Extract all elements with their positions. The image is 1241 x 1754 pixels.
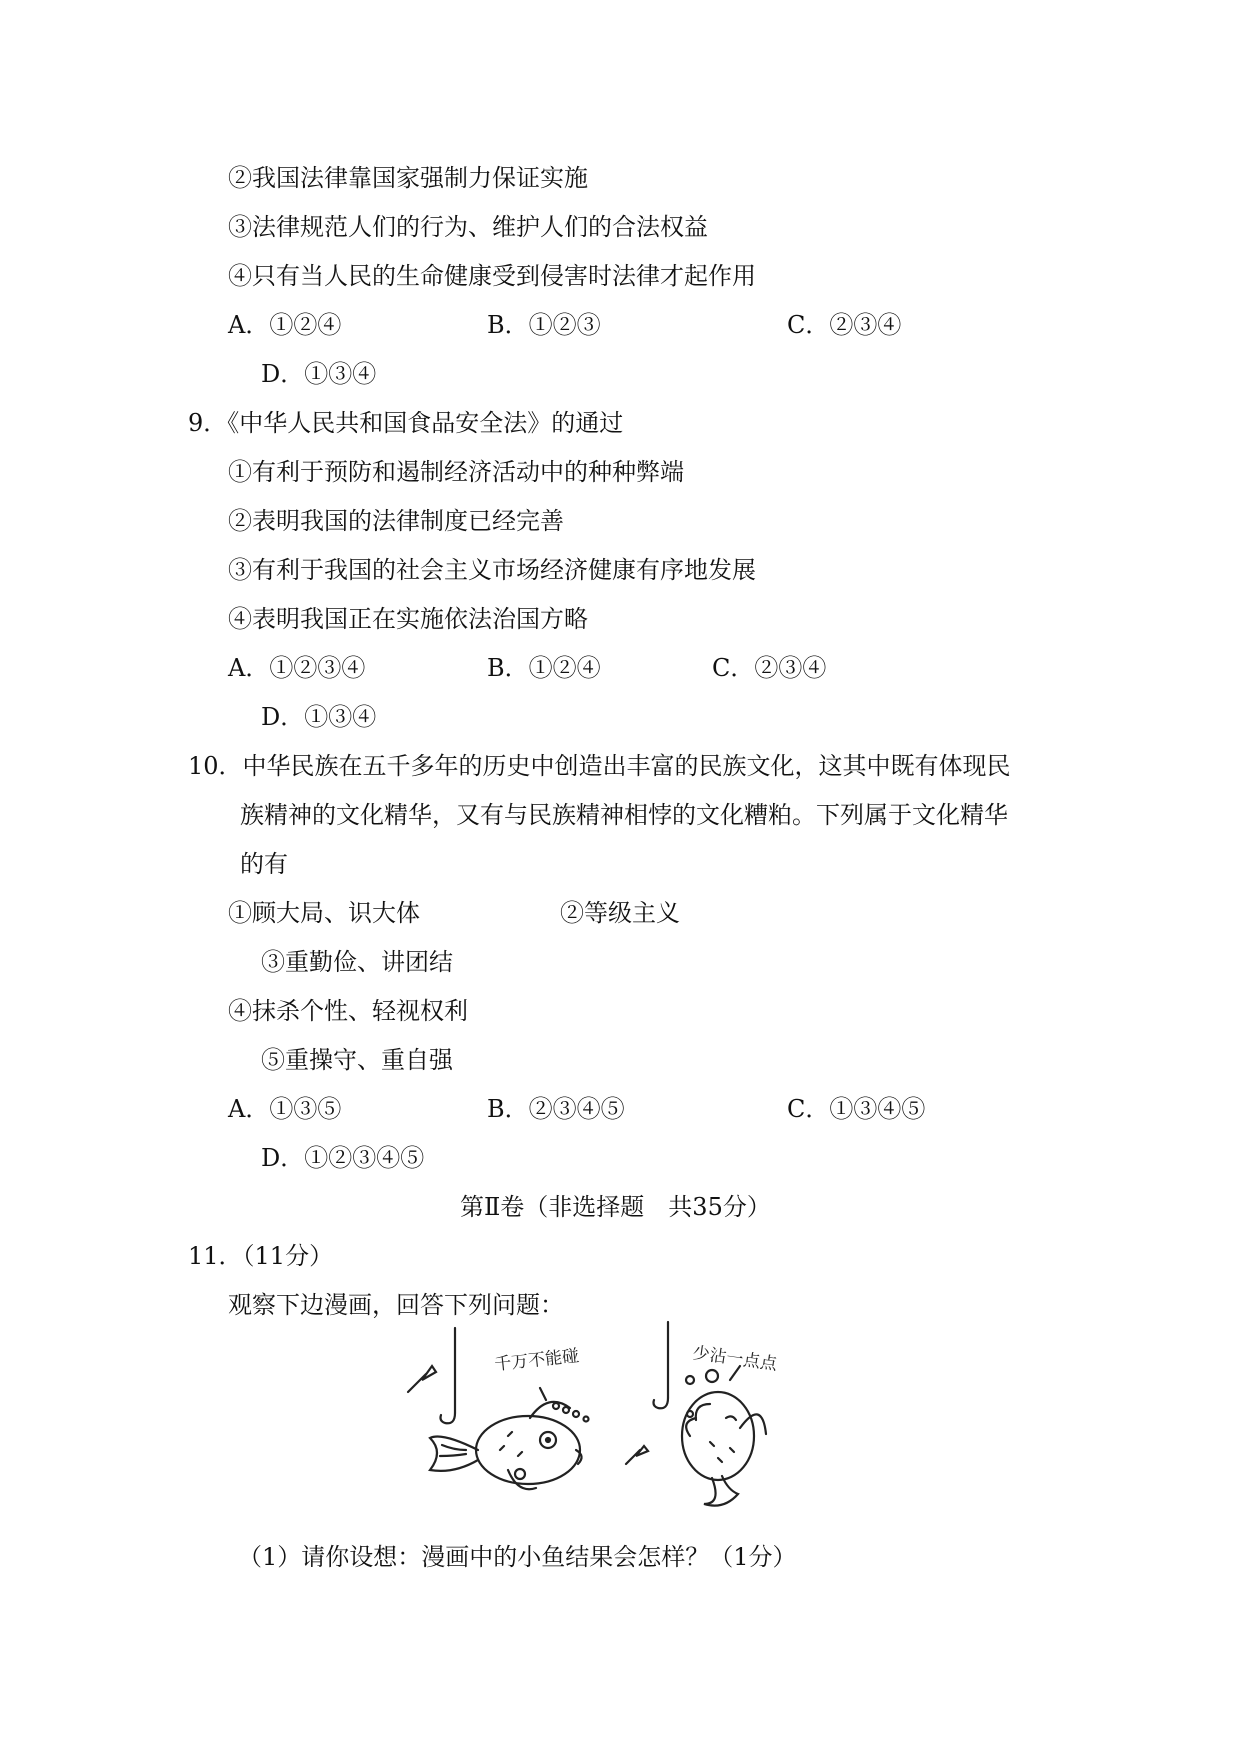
q11-number: 11．（11分） [188,1242,334,1270]
q8-choice-b: B．①②③ [487,311,601,339]
q9-choice-d: D．①③④ [261,703,377,731]
q8-choice-d: D．①③④ [261,360,377,388]
q11-sub-question-1: （1）请你设想：漫画中的小鱼结果会怎样？（1分） [238,1543,797,1571]
q10-choice-d: D．①②③④⑤ [261,1144,425,1172]
q9-option-4: ④表明我国正在实施依法治国方略 [228,605,588,633]
q10-stem-line-3: 的有 [240,850,288,878]
q8-option-4: ④只有当人民的生命健康受到侵害时法律才起作用 [228,262,756,290]
q10-stem-line-2: 族精神的文化精华，又有与民族精神相悖的文化糟粕。下列属于文化精华 [240,801,1008,829]
q10-choice-c: C．①③④⑤ [787,1095,926,1123]
section-2-heading: 第Ⅱ卷（非选择题 共35分） [460,1193,771,1221]
q10-option-5: ⑤重操守、重自强 [261,1046,453,1074]
q10-option-2: ②等级主义 [560,899,680,927]
q8-choice-c: C．②③④ [787,311,902,339]
q11-intro: 观察下边漫画，回答下列问题： [228,1291,564,1319]
q10-choice-b: B．②③④⑤ [487,1095,625,1123]
q9-stem: 9．《中华人民共和国食品安全法》的通过 [188,409,624,437]
q9-choice-b: B．①②④ [487,654,601,682]
fish-cartoon-image [400,1318,840,1508]
q9-option-3: ③有利于我国的社会主义市场经济健康有序地发展 [228,556,756,584]
q10-choice-a: A．①③⑤ [228,1095,342,1123]
cartoon-caption-right: 少沾一点点 [691,1343,779,1375]
q9-option-2: ②表明我国的法律制度已经完善 [228,507,564,535]
q8-option-2: ②我国法律靠国家强制力保证实施 [228,164,588,192]
q10-option-3: ③重勤俭、讲团结 [261,948,453,976]
q8-option-3: ③法律规范人们的行为、维护人们的合法权益 [228,213,708,241]
q9-choice-a: A．①②③④ [228,654,366,682]
q10-option-1: ①顾大局、识大体 [228,899,420,927]
q9-choice-c: C．②③④ [712,654,827,682]
q9-option-1: ①有利于预防和遏制经济活动中的种种弊端 [228,458,684,486]
q10-stem-line-1: 10．中华民族在五千多年的历史中创造出丰富的民族文化，这其中既有体现民 [188,752,1011,780]
q8-choice-a: A．①②④ [228,311,342,339]
q10-option-4: ④抹杀个性、轻视权利 [228,997,468,1025]
cartoon-caption-left: 千万不能碰 [493,1346,581,1375]
